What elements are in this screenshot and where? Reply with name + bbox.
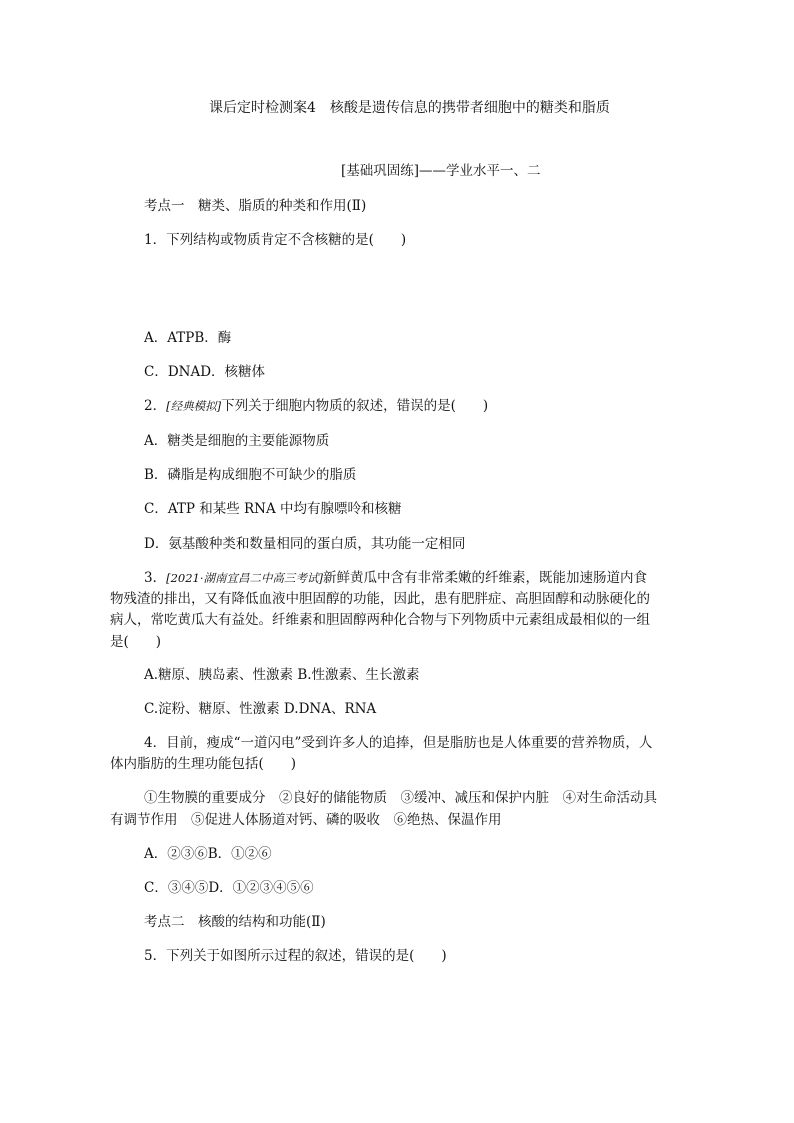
- q4-items-line-1: ①生物膜的重要成分 ②良好的储能物质 ③缓冲、减压和保护内脏 ④对生命活动具: [144, 790, 657, 806]
- q2-option-d: D．氨基酸种类和数量相同的蛋白质，其功能一定相同: [144, 536, 466, 552]
- topic-heading-2: 考点二 核酸的结构和功能(Ⅱ): [144, 914, 326, 930]
- q1-options-cd: C．DNAD．核糖体: [144, 364, 266, 380]
- q4-items-line-2: 有调节作用 ⑤促进人体肠道对钙、磷的吸收 ⑥绝热、保温作用: [110, 812, 502, 828]
- q3-source-tag: [2021·湖南宜昌二中高三考试]: [166, 571, 323, 585]
- q3-options-ab: A.糖原、胰岛素、性激素 B.性激素、生长激素: [144, 667, 420, 683]
- q3-line-2: 物残渣的排出，又有降低血液中胆固醇的功能，因此，患有肥胖症、高胆固醇和动脉硬化的: [110, 591, 650, 607]
- q3-options-cd: C.淀粉、糖原、性激素 D.DNA、RNA: [144, 701, 377, 717]
- q2-option-c: C．ATP 和某些 RNA 中均有腺嘌呤和核糖: [144, 501, 402, 517]
- q3-number: 3．: [144, 570, 167, 586]
- q2-source-tag: [经典模拟]: [166, 399, 222, 413]
- q4-options-ab: A．②③⑥B．①②⑥: [144, 846, 272, 862]
- q3-line-1: [144, 569, 647, 587]
- q4-line-1: 4．目前，瘦成“一道闪电”受到许多人的追捧，但是脂肪也是人体重要的营养物质，人: [144, 735, 653, 751]
- q5-stem: 5．下列关于如图所示过程的叙述，错误的是( ): [144, 948, 447, 964]
- q1-stem: 1．下列结构或物质肯定不含核糖的是( ): [144, 232, 407, 248]
- page-title: 课后定时检测案4 核酸是遗传信息的携带者细胞中的糖类和脂质: [209, 100, 610, 116]
- q2-number: 2．: [144, 398, 167, 414]
- q3-line-3: 病人，常吃黄瓜大有益处。纤维素和胆固醇两种化合物与下列物质中元素组成最相似的一组: [110, 612, 650, 628]
- q2-text: 下列关于细胞内物质的叙述，错误的是( ): [221, 398, 489, 414]
- q4-line-2: 体内脂肪的生理功能包括( ): [110, 756, 297, 772]
- q2-option-a: A．糖类是细胞的主要能源物质: [144, 433, 330, 449]
- q4-options-cd: C．③④⑤D．①②③④⑤⑥: [144, 880, 314, 896]
- section-header: [基础巩固练]——学业水平一、二: [341, 163, 541, 179]
- q2-option-b: B．磷脂是构成细胞不可缺少的脂质: [144, 467, 357, 483]
- q3-line-4: 是( ): [110, 634, 162, 650]
- q3-text: 新鲜黄瓜中含有非常柔嫩的纤维素，既能加速肠道内食: [323, 570, 647, 586]
- topic-heading-1: 考点一 糖类、脂质的种类和作用(Ⅱ): [144, 198, 367, 214]
- q1-options-ab: A．ATPB．酶: [144, 330, 232, 346]
- q2-stem: [144, 397, 488, 415]
